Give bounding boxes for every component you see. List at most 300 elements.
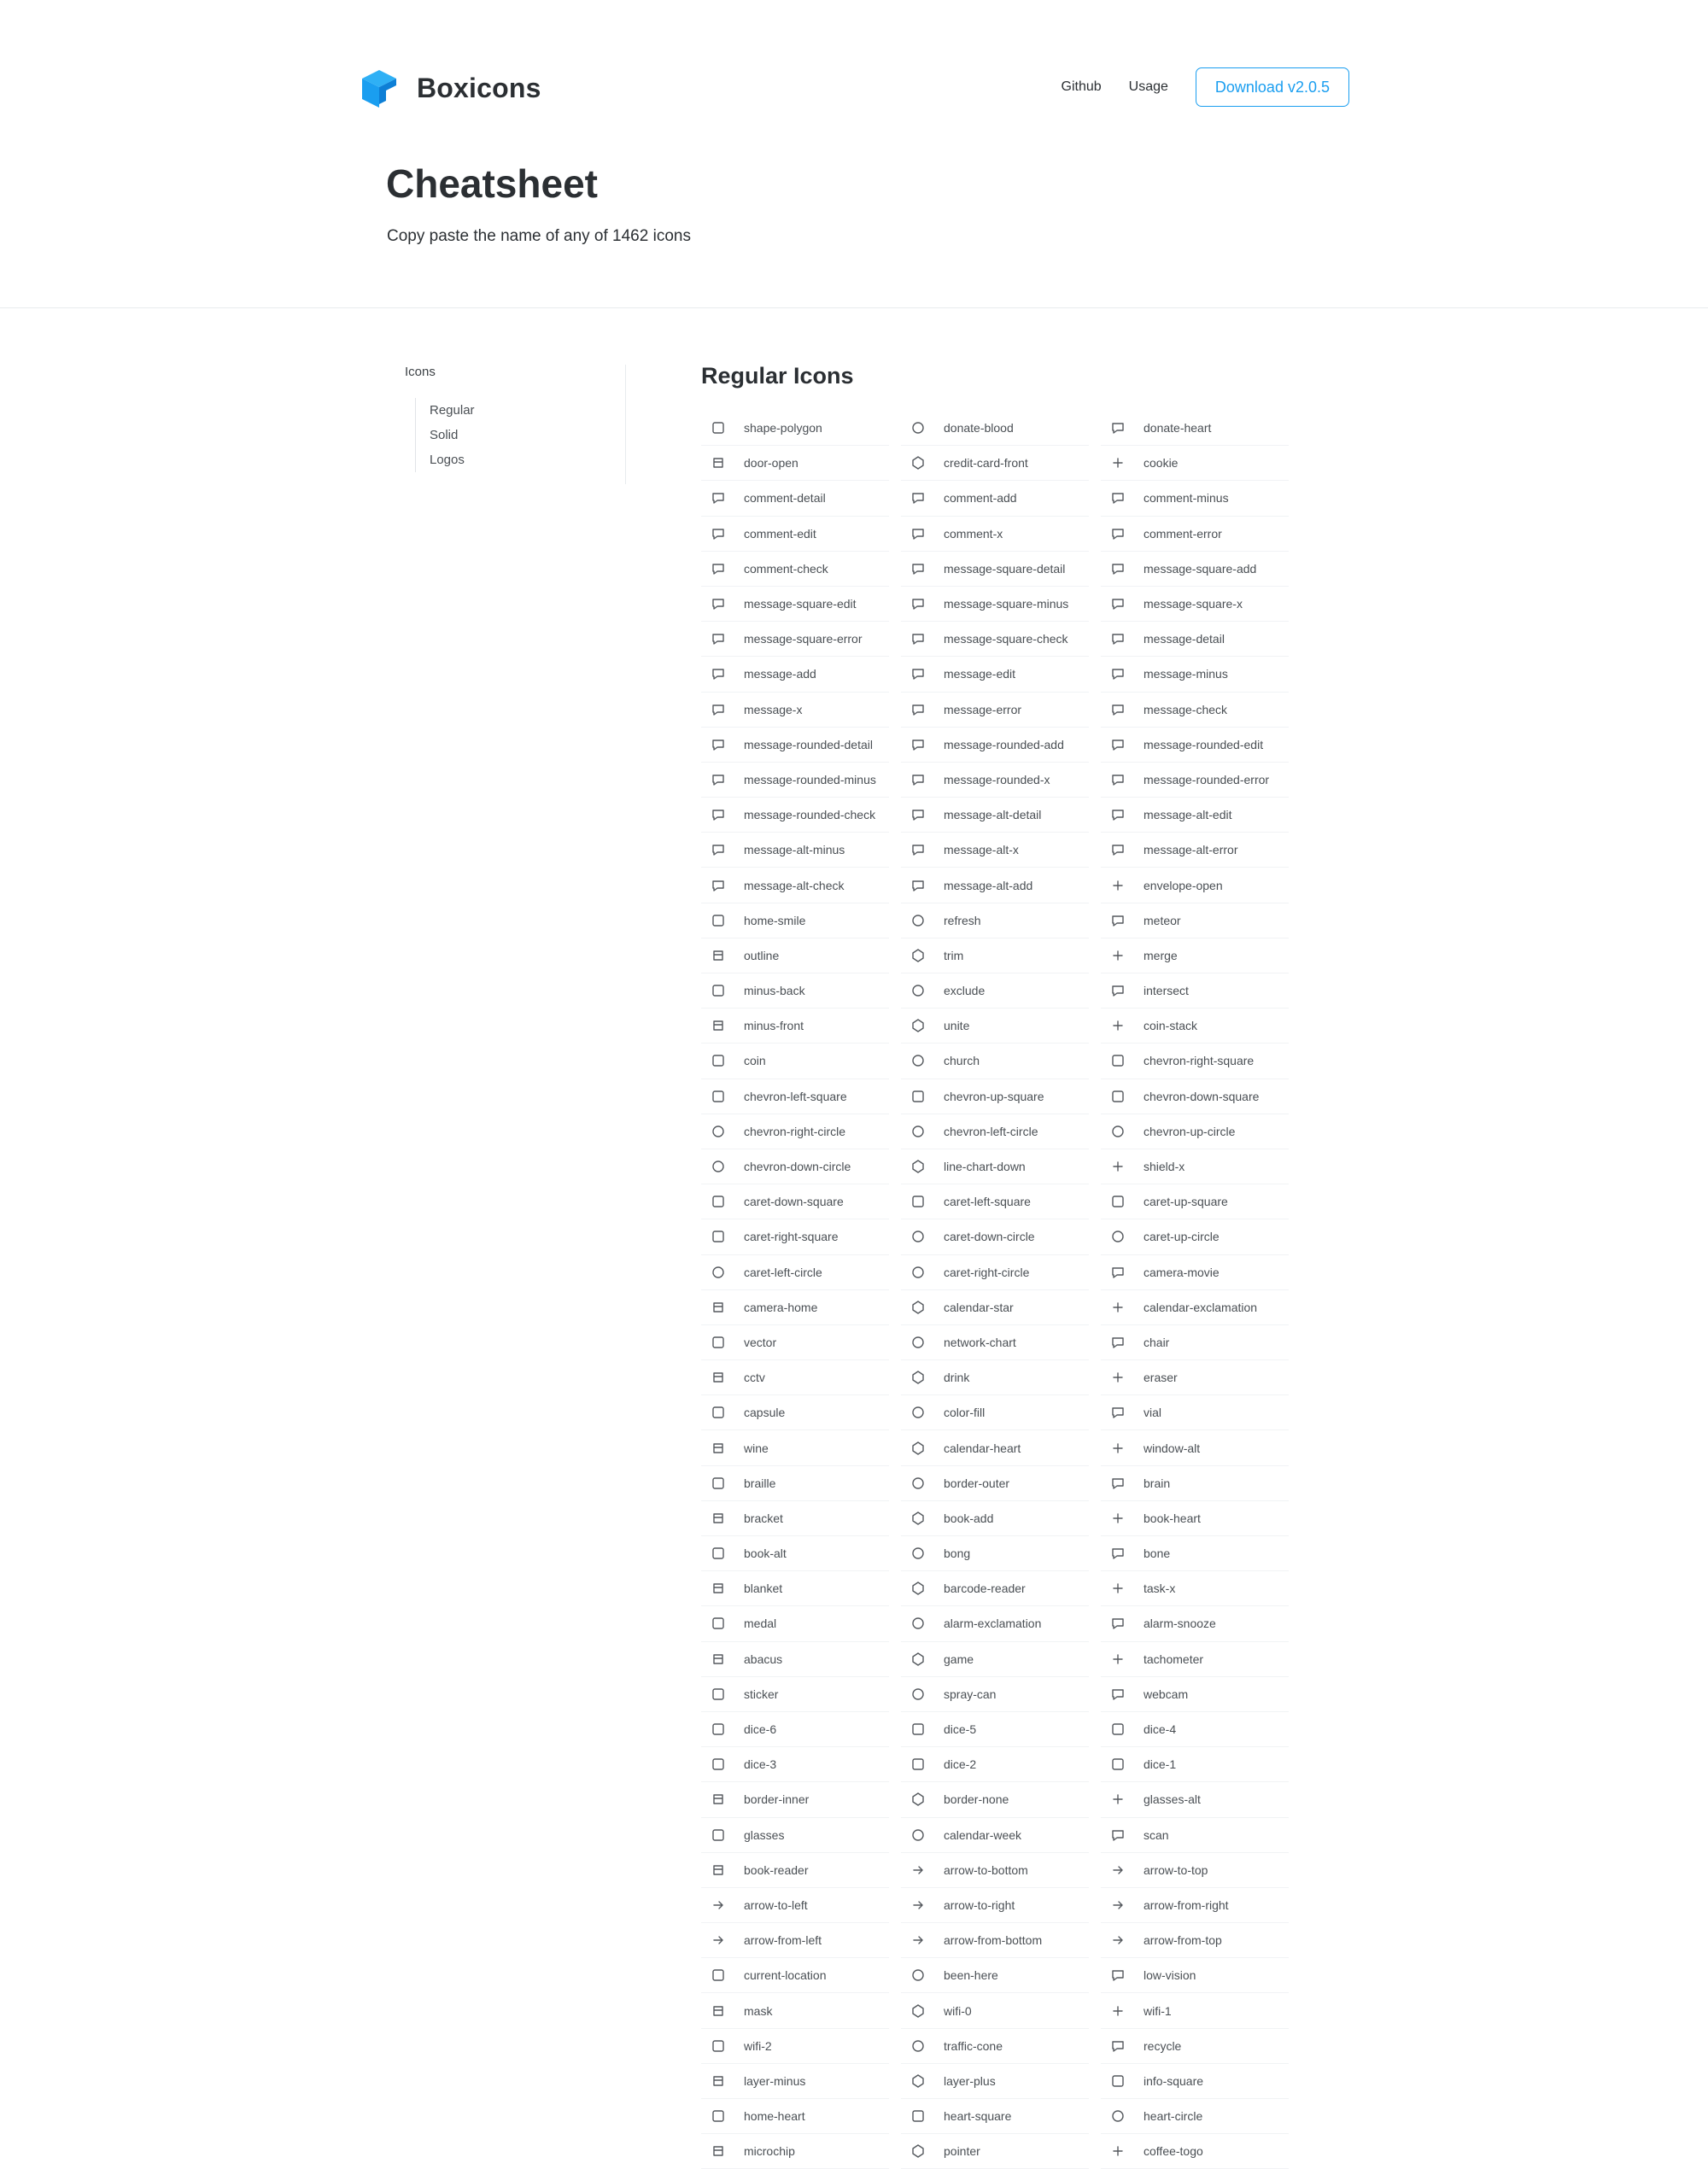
icon-item[interactable] [701,1290,889,1325]
icon-label: pointer [944,2144,980,2159]
icon-item[interactable] [901,1044,1089,1079]
message-x-icon [710,701,727,718]
game-icon [910,1651,927,1668]
toc-title[interactable]: Icons [405,365,436,379]
arrow-to-right-icon [910,1897,927,1914]
icon-item[interactable] [901,1255,1089,1290]
icon-item[interactable] [701,938,889,973]
icon-item[interactable] [1101,763,1289,798]
donate-blood-icon [910,419,927,436]
icon-item[interactable] [701,763,889,798]
icon-item[interactable] [901,1642,1089,1677]
icon-label: message-detail [1144,632,1225,646]
icon-item[interactable] [901,2064,1089,2099]
border-none-icon [910,1791,927,1808]
bracket-icon [710,1510,727,1527]
trim-icon [910,947,927,964]
icon-item[interactable] [1101,552,1289,587]
icon-item[interactable] [1101,1079,1289,1114]
icon-item[interactable] [1101,1290,1289,1325]
icon-label: low-vision [1144,1968,1196,1983]
icon-item[interactable] [1101,1606,1289,1641]
icon-label: vial [1144,1406,1162,1420]
icon-label: calendar-star [944,1300,1014,1314]
icon-label: home-heart [744,2109,805,2124]
icon-label: message-alt-x [944,843,1019,857]
layer-plus-icon [910,2073,927,2090]
nav-link-usage[interactable]: Usage [1128,79,1168,94]
icon-item[interactable] [701,2134,889,2169]
icon-item[interactable] [1101,1325,1289,1360]
icon-item[interactable] [1101,1008,1289,1044]
icon-item[interactable] [901,1712,1089,1747]
arrow-to-bottom-icon [910,1862,927,1879]
envelope-open-icon [1109,877,1126,894]
icon-label: capsule [744,1406,786,1420]
icon-item[interactable] [901,1079,1089,1114]
icon-item[interactable] [901,446,1089,481]
icon-label: comment-minus [1144,491,1229,506]
minus-back-icon [710,982,727,999]
icon-item[interactable] [901,1888,1089,1923]
icon-item[interactable] [901,1184,1089,1219]
pointer-icon [910,2143,927,2160]
icon-item[interactable] [901,411,1089,446]
comment-add-icon [910,489,927,506]
wifi-0-icon [910,2002,927,2020]
icon-label: network-chart [944,1335,1016,1349]
icon-label: door-open [744,456,798,471]
icon-item[interactable] [1101,1747,1289,1782]
icon-item[interactable] [1101,411,1289,446]
icon-item[interactable] [901,728,1089,763]
icon-label: shield-x [1144,1160,1185,1174]
icon-item[interactable] [901,1818,1089,1853]
icon-item[interactable] [901,1923,1089,1958]
icon-label: glasses-alt [1144,1792,1201,1807]
icon-item[interactable] [901,1149,1089,1184]
icon-label: cookie [1144,456,1179,471]
icon-item[interactable] [901,622,1089,657]
icon-label: minus-front [744,1019,804,1033]
alarm-exclamation-icon [910,1615,927,1632]
icon-item[interactable] [901,938,1089,973]
icon-item[interactable] [701,868,889,903]
icon-label: message-edit [944,667,1016,681]
icon-label: scan [1144,1827,1169,1842]
icon-item[interactable] [701,1818,889,1853]
icon-item[interactable] [701,1219,889,1254]
icon-label: caret-right-circle [944,1265,1030,1279]
nav-link-github[interactable]: Github [1061,79,1102,94]
brand[interactable] [359,67,541,109]
icon-item[interactable] [901,1571,1089,1606]
intersect-icon [1109,982,1126,999]
icon-item[interactable] [701,1782,889,1817]
icon-item[interactable] [1101,1993,1289,2028]
icon-item[interactable] [1101,868,1289,903]
icon-label: window-alt [1144,1441,1201,1455]
refresh-icon [910,912,927,929]
icon-item[interactable] [901,1606,1089,1641]
mask-icon [710,2002,727,2020]
icon-item[interactable] [1101,1536,1289,1571]
icon-item[interactable] [701,587,889,622]
current-location-icon [710,1967,727,1984]
icon-label: message-rounded-detail [744,737,873,751]
icon-item[interactable] [901,1290,1089,1325]
icon-label: donate-heart [1144,421,1212,436]
icon-item[interactable] [901,1430,1089,1465]
icon-label: message-add [744,667,816,681]
icon-item[interactable] [701,1430,889,1465]
icon-item[interactable] [701,833,889,868]
icon-label: meteor [1144,913,1181,927]
icon-item[interactable] [901,1466,1089,1501]
message-rounded-error-icon [1109,771,1126,788]
icon-item[interactable] [901,1958,1089,1993]
arrow-from-left-icon [710,1932,727,1949]
caret-down-square-icon [710,1193,727,1210]
chevron-down-square-icon [1109,1088,1126,1105]
icon-item[interactable] [1101,903,1289,938]
icon-item[interactable] [701,552,889,587]
caret-right-circle-icon [910,1264,927,1281]
church-icon [910,1052,927,1069]
boxicons-logo-icon [359,67,400,109]
icon-item[interactable] [701,973,889,1008]
icon-item[interactable] [1101,1571,1289,1606]
chair-icon [1109,1334,1126,1351]
icon-label: chevron-down-circle [744,1160,851,1174]
icon-label: chevron-right-circle [744,1124,846,1138]
icon-item[interactable] [901,1782,1089,1817]
icon-item[interactable] [1101,1958,1289,1993]
icon-item[interactable] [1101,1395,1289,1430]
icon-item[interactable] [1101,1219,1289,1254]
chevron-right-circle-icon [710,1123,727,1140]
icon-label: recycle [1144,2038,1182,2053]
top-nav [1062,67,1349,108]
icon-item[interactable] [701,1149,889,1184]
coffee-togo-icon [1109,2143,1126,2160]
icon-label: message-check [1144,702,1228,716]
color-fill-icon [910,1404,927,1421]
download-button[interactable]: Download v2.0.5 [1196,67,1349,107]
toc-item-regular[interactable]: Regular [430,403,475,418]
icon-item[interactable] [701,1536,889,1571]
heart-square-icon [910,2108,927,2125]
message-square-x-icon [1109,595,1126,612]
icon-label: coin-stack [1144,1019,1198,1033]
icon-item[interactable] [901,2029,1089,2064]
icon-label: layer-plus [944,2073,996,2088]
icon-label: dice-1 [1144,1757,1177,1772]
icon-label: border-none [944,1792,1009,1807]
icon-item[interactable] [901,1747,1089,1782]
icon-item[interactable] [901,1360,1089,1395]
icon-item[interactable] [701,517,889,552]
icon-label: arrow-from-top [1144,1933,1222,1948]
message-rounded-edit-icon [1109,736,1126,753]
icon-item[interactable] [901,517,1089,552]
icon-item[interactable] [701,446,889,481]
icon-item[interactable] [901,1395,1089,1430]
icon-item[interactable] [701,1255,889,1290]
message-rounded-detail-icon [710,736,727,753]
capsule-icon [710,1404,727,1421]
icon-item[interactable] [1101,1466,1289,1501]
icon-item[interactable] [901,1853,1089,1888]
icon-item[interactable] [1101,938,1289,973]
coin-stack-icon [1109,1017,1126,1034]
icon-label: wifi-1 [1144,2003,1172,2018]
message-square-detail-icon [910,560,927,577]
icon-item[interactable] [701,1642,889,1677]
icon-item[interactable] [701,1571,889,1606]
icon-item[interactable] [1101,833,1289,868]
icon-label: refresh [944,913,981,927]
icon-item[interactable] [701,411,889,446]
icon-item[interactable] [901,1993,1089,2028]
chevron-up-circle-icon [1109,1123,1126,1140]
icon-label: book-add [944,1511,994,1525]
icon-item[interactable] [701,1079,889,1114]
icon-item[interactable] [901,973,1089,1008]
icon-label: intersect [1144,984,1189,998]
icon-item[interactable] [1101,446,1289,481]
icon-label: arrow-to-top [1144,1862,1208,1877]
icon-item[interactable] [701,1360,889,1395]
icon-item[interactable] [701,693,889,728]
icon-label: credit-card-front [944,456,1028,471]
message-minus-icon [1109,665,1126,682]
toc-item-logos[interactable]: Logos [430,453,465,467]
icon-label: donate-blood [944,421,1014,436]
message-check-icon [1109,701,1126,718]
icon-item[interactable] [1101,1501,1289,1536]
icon-label: chevron-left-circle [944,1124,1038,1138]
icon-item[interactable] [901,657,1089,692]
icon-item[interactable] [1101,657,1289,692]
icon-item[interactable] [701,481,889,516]
icon-label: message-alt-error [1144,843,1238,857]
icon-item[interactable] [701,622,889,657]
icon-label: comment-edit [744,526,816,541]
icon-item[interactable] [901,481,1089,516]
icon-label: cctv [744,1371,765,1385]
icon-label: line-chart-down [944,1160,1026,1174]
icon-item[interactable] [1101,1782,1289,1817]
book-add-icon [910,1510,927,1527]
icon-item[interactable] [1101,2064,1289,2099]
comment-detail-icon [710,489,727,506]
icon-item[interactable] [901,903,1089,938]
book-reader-icon [710,1862,727,1879]
icon-label: caret-down-square [744,1195,844,1209]
comment-check-icon [710,560,727,577]
icon-item[interactable] [901,1501,1089,1536]
icon-item[interactable] [1101,1818,1289,1853]
icon-item[interactable] [901,763,1089,798]
comment-edit-icon [710,525,727,542]
icon-item[interactable] [1101,798,1289,833]
icon-label: drink [944,1371,970,1385]
icon-item[interactable] [1101,587,1289,622]
icon-label: caret-down-circle [944,1230,1035,1244]
icon-item[interactable] [1101,2099,1289,2134]
caret-left-circle-icon [710,1264,727,1281]
icon-item[interactable] [701,1993,889,2028]
icon-item[interactable] [701,1747,889,1782]
icon-item[interactable] [1101,1184,1289,1219]
icon-item[interactable] [701,1958,889,1993]
icon-item[interactable] [701,798,889,833]
site-header [0,0,1708,308]
icon-label: chevron-up-square [944,1089,1044,1103]
meteor-icon [1109,912,1126,929]
icon-item[interactable] [701,1114,889,1149]
icon-item[interactable] [1101,1044,1289,1079]
icon-item[interactable] [901,552,1089,587]
dice-1-icon [1109,1756,1126,1773]
icon-item[interactable] [1101,517,1289,552]
arrow-from-right-icon [1109,1897,1126,1914]
icon-item[interactable] [901,798,1089,833]
icon-item[interactable] [1101,1642,1289,1677]
icon-label: book-alt [744,1546,787,1561]
icon-item[interactable] [701,657,889,692]
webcam-icon [1109,1686,1126,1703]
barcode-reader-icon [910,1580,927,1597]
icon-item[interactable] [901,587,1089,622]
icon-item[interactable] [901,868,1089,903]
icon-item[interactable] [701,2064,889,2099]
icon-label: arrow-from-bottom [944,1933,1043,1948]
icon-label: arrow-to-bottom [944,1862,1028,1877]
traffic-cone-icon [910,2037,927,2055]
icon-item[interactable] [701,1853,889,1888]
message-alt-add-icon [910,877,927,894]
icon-item[interactable] [901,1114,1089,1149]
icon-item[interactable] [701,728,889,763]
bone-icon [1109,1545,1126,1562]
icon-item[interactable] [1101,1853,1289,1888]
message-alt-minus-icon [710,841,727,858]
icon-label: wine [744,1441,769,1455]
message-square-minus-icon [910,595,927,612]
icon-item[interactable] [1101,1255,1289,1290]
icon-item[interactable] [1101,973,1289,1008]
icon-item[interactable] [1101,2134,1289,2169]
icon-item[interactable] [901,1677,1089,1712]
book-heart-icon [1109,1510,1126,1527]
icon-item[interactable] [901,1219,1089,1254]
sidebar-toc [405,365,626,484]
icon-item[interactable] [701,1606,889,1641]
vector-icon [710,1334,727,1351]
icon-label: wifi-0 [944,2003,972,2018]
icon-label: trim [944,948,964,962]
icon-label: camera-home [744,1300,818,1314]
icon-label: message-rounded-edit [1144,737,1264,751]
icon-item[interactable] [1101,1114,1289,1149]
icon-item[interactable] [1101,728,1289,763]
icon-item[interactable] [701,1923,889,1958]
icon-item[interactable] [701,1712,889,1747]
icon-item[interactable] [701,2099,889,2134]
icon-item[interactable] [1101,1677,1289,1712]
icon-item[interactable] [701,2029,889,2064]
dice-6-icon [710,1721,727,1738]
icon-item[interactable] [1101,1888,1289,1923]
icon-item[interactable] [901,833,1089,868]
border-outer-icon [910,1475,927,1492]
icon-label: outline [744,948,780,962]
icon-item[interactable] [1101,1923,1289,1958]
icon-label: message-rounded-x [944,772,1050,786]
icon-label: bracket [744,1511,783,1525]
caret-left-square-icon [910,1193,927,1210]
icon-item[interactable] [701,1677,889,1712]
icon-item[interactable] [701,1466,889,1501]
chevron-left-square-icon [710,1088,727,1105]
icon-item[interactable] [1101,1360,1289,1395]
calendar-heart-icon [910,1440,927,1457]
icon-label: message-alt-minus [744,843,845,857]
camera-home-icon [710,1299,727,1316]
task-x-icon [1109,1580,1126,1597]
icon-item[interactable] [901,2099,1089,2134]
icon-item[interactable] [701,1325,889,1360]
unite-icon [910,1017,927,1034]
icon-item[interactable] [1101,622,1289,657]
icon-item[interactable] [901,1325,1089,1360]
icon-item[interactable] [1101,1430,1289,1465]
icon-item[interactable] [901,2134,1089,2169]
icon-item[interactable] [901,693,1089,728]
home-heart-icon [710,2108,727,2125]
icon-label: comment-x [944,526,1003,541]
icon-item[interactable] [701,903,889,938]
icon-item[interactable] [701,1044,889,1079]
chevron-right-square-icon [1109,1052,1126,1069]
icon-item[interactable] [1101,693,1289,728]
abacus-icon [710,1651,727,1668]
icon-label: task-x [1144,1581,1176,1596]
icon-item[interactable] [701,1888,889,1923]
icon-label: message-rounded-error [1144,772,1270,786]
icon-item[interactable] [701,1008,889,1044]
icon-item[interactable] [1101,2029,1289,2064]
merge-icon [1109,947,1126,964]
icon-label: message-square-edit [744,597,857,611]
icon-label: coin [744,1054,766,1068]
icon-item[interactable] [701,1395,889,1430]
icon-item[interactable] [901,1008,1089,1044]
icon-item[interactable] [701,1184,889,1219]
icon-label: caret-right-square [744,1230,839,1244]
message-rounded-add-icon [910,736,927,753]
icon-item[interactable] [1101,481,1289,516]
toc-item-solid[interactable]: Solid [430,428,459,442]
icon-item[interactable] [701,1501,889,1536]
icon-item[interactable] [901,1536,1089,1571]
icon-label: caret-up-circle [1144,1230,1220,1244]
icon-label: brain [1144,1476,1171,1490]
icon-item[interactable] [1101,1149,1289,1184]
icon-item[interactable] [1101,1712,1289,1747]
